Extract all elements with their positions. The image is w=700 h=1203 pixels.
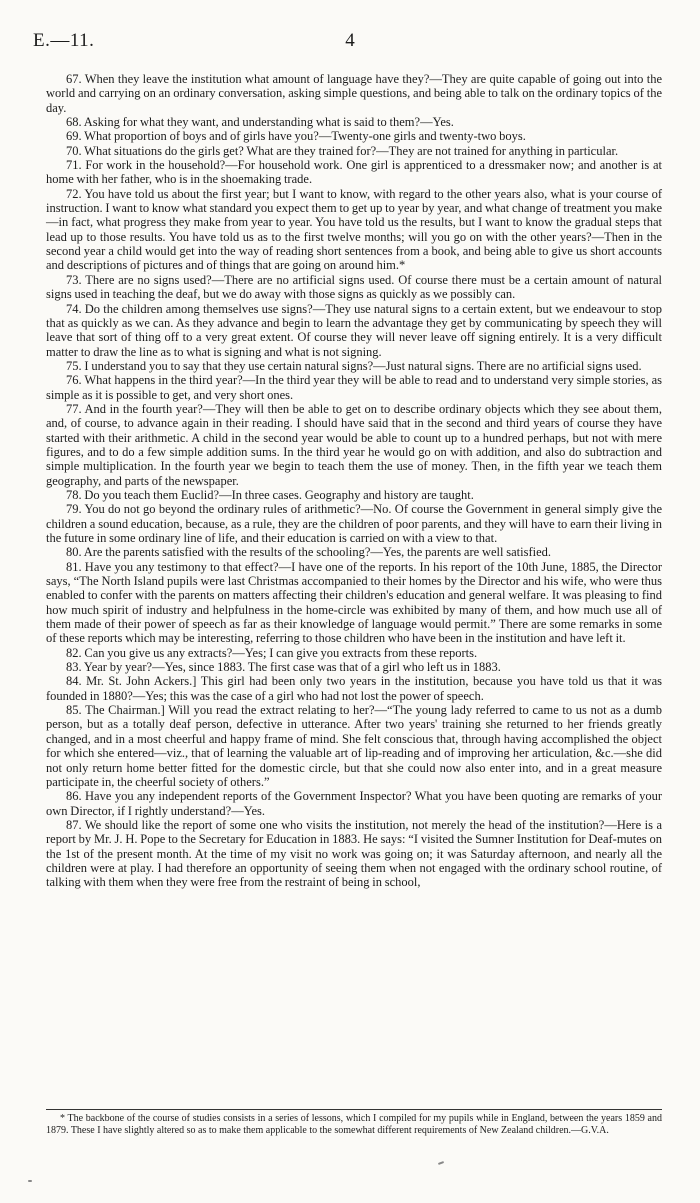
paragraph-76: 76. What happens in the third year?—In the third year they will be able to read and to understand very simple stories, as simple as it is possible to get, and very short ones.	[46, 373, 662, 402]
page-body	[46, 72, 662, 890]
paragraph-87: 87. We should like the report of some one who visits the institution, not merely the head of the institution?—Here is a report by Mr. J. H. Pope to the Secretary for Education in 1883. He says: “I visited the Sumner Institution for Deaf-mutes on the 1st of the present month. At the time of my visit no work was going on; it was Saturday afternoon, and nearly all the children were at play. I had therefore an opportunity of seeing them when not engaged with the ordinary school routine, of talking with them when they were free from the restraint of being in school,	[46, 817, 662, 890]
paragraph-70: 70. What situations do the girls get? What are they trained for?—They are not trained for anything in particular.	[66, 143, 619, 158]
paragraph-74: 74. Do the children among themselves use signs?—They use natural signs to a certain extent, but we endeavour to stop that as quickly as we can. As they advance and begin to learn the advantage they get by communicating by speech they will leave that sort of thing off to a very great extent. Of course they will never leave off signing entirely. It is a very difficult matter to draw the line as to what is signing and what is not signing.	[46, 301, 662, 359]
page-number: 4	[345, 30, 355, 51]
paragraph-78: 78. Do you teach them Euclid?—In three cases. Geography and history are taught.	[66, 487, 474, 502]
paragraph-72: 72. You have told us about the first year; but I want to know, with regard to the other years also, what is your course of instruction. I want to know what standard you expect them to get up to year by year, and what change of treatment you make—in fact, what progress they make from year to year. You have told us the results, but I want to know the gradual steps that lead up to those results. You have told us as to the first twelve months; will you go on with the other years?—Then in the second year a child would get into the way of reading short sentences from a book, and being able to give us short accounts and descriptions of pictures and of things that are going on around him.*	[46, 186, 662, 273]
print-smudge	[28, 1180, 32, 1182]
paragraph-75: 75. I understand you to say that they use certain natural signs?—Just natural signs. There are no artificial signs used.	[66, 358, 642, 373]
paragraph-71: 71. For work in the household?—For household work. One girl is apprenticed to a dressmaker now; and another is at home with her father, who is in the shoemaking trade.	[46, 158, 662, 187]
paragraph-82: 82. Can you give us any extracts?—Yes; I can give you extracts from these reports.	[66, 645, 478, 660]
document-code: E.—11.	[33, 30, 95, 51]
paragraph-86: 86. Have you any independent reports of the Government Inspector? What you have been quoting are remarks of your own Director, if I rightly understand?—Yes.	[46, 789, 662, 818]
paragraph-83: 83. Year by year?—Yes, since 1883. The first case was that of a girl who left us in 1883.	[66, 660, 501, 675]
footnote: * The backbone of the course of studies consists in a series of lessons, which I compiled for my pupils while in England, between the years 1859 and 1879. These I have slightly altered so as to make them applicable to the somewhat different requirements of New Zealand children.—G.V.A.	[46, 1113, 662, 1136]
paragraph-77: 77. And in the fourth year?—They will then be able to get on to describe ordinary objects which they see about them, and, of course, to advance again in their reading. I should have said that in the second and third years of course they have started with their arithmetic. A child in the second year would be able to count up to a hundred perhaps, but not with mere figures, and to do a few simple addition sums. In the third year he would go on with addition, and also do subtraction and simple multiplication. In the fourth year we begin to teach them the use of money. Then, in the fifth year we teach them geography, and parts of the newspaper.	[46, 401, 662, 488]
paragraph-73: 73. There are no signs used?—There are no artificial signs used. Of course there must be a certain amount of natural signs used in teaching the deaf, but we do away with those signs as quickly as we possibly can.	[46, 272, 662, 302]
paragraph-80: 80. Are the parents satisfied with the results of the schooling?—Yes, the parents are well satisfied.	[66, 545, 552, 560]
paragraph-84: 84. Mr. St. John Ackers.] This girl had been only two years in the institution, because you have told us that it was founded in 1880?—Yes; this was the case of a girl who had not lost the power of speech.	[46, 674, 662, 703]
print-smudge	[438, 1161, 444, 1165]
paragraph-68: 68. Asking for what they want, and understanding what is said to them?—Yes.	[66, 115, 454, 130]
paragraph-85: 85. The Chairman.] Will you read the extract relating to her?—“The young lady referred to came to us not as a dumb person, but as a totally deaf person, defective in utterance. After two years' training she returned to her friends greatly changed, and in a most cheerful and happy frame of mind. She felt conscious that, through having accomplished the object for which she entered—viz., that of learning the valuable art of lip-reading and of improving her articulation, &c.—she did not only return home better fitted for the domestic circle, but that she could now also enter into, and in a great measure participate in, the cheerful society of others.”	[46, 703, 662, 789]
paragraph-79: 79. You do not go beyond the ordinary rules of arithmetic?—No. Of course the Government in general simply give the children a sound education, because, as a rule, they are the children of poor parents, and they will have to earn their living in the future in some ordinary line of life, and their education is carried on with a view to that.	[46, 502, 662, 545]
page-header	[33, 30, 667, 56]
paragraph-69: 69. What proportion of boys and of girls have you?—Twenty-one girls and twenty-two boys.	[66, 129, 526, 144]
paragraph-67: 67. When they leave the institution what amount of language have they?—They are quite capable of going out into the world and carrying on an ordinary conversation, asking simple questions, and being able to talk on the ordinary topics of the day.	[46, 72, 662, 115]
footnote-divider	[46, 1109, 662, 1110]
paragraph-81: 81. Have you any testimony to that effect?—I have one of the reports. In his report of the 10th June, 1885, the Director says, “The North Island pupils were last Christmas accompanied to their homes by the Director and his wife, who were thus enabled to confer with the parents on matters affecting their children's education and general welfare. It was pleasing to find how much spirit of industry and helpfulness in the home-circle was exhibited by many of them, and how much use all of them made of their power of speech as far as their knowledge of language would permit.” There are some remarks in some of these reports which may be interesting, referring to those children who have been in the institution and have left it.	[46, 559, 662, 646]
